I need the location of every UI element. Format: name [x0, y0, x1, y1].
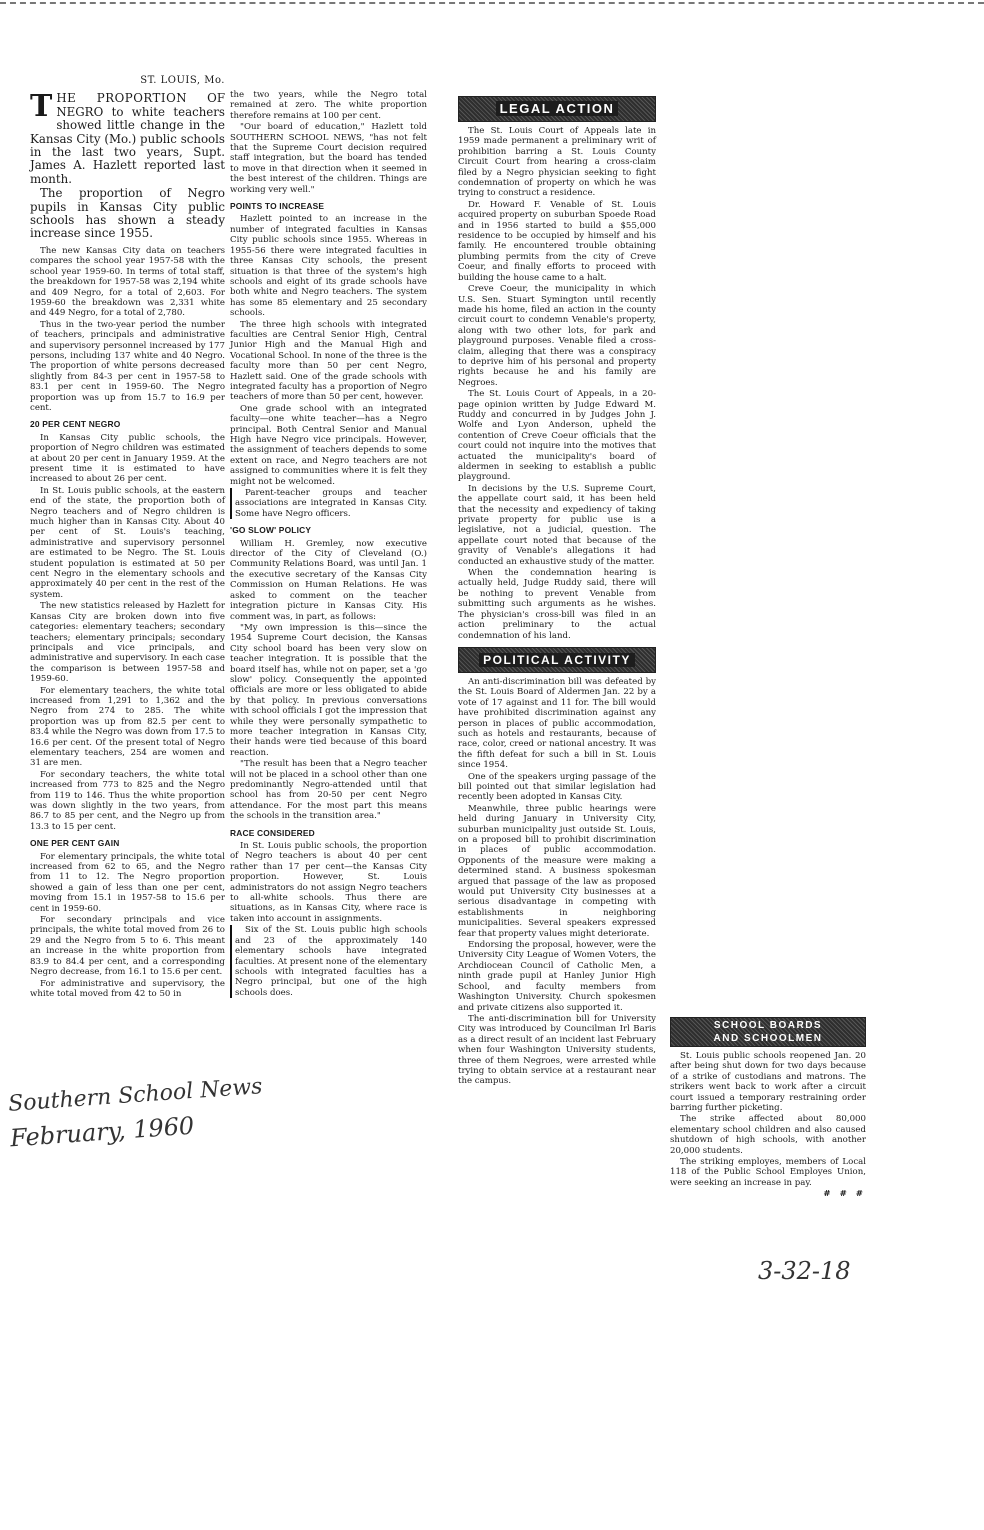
- body-paragraph: In St. Louis public schools, the proportion of Negro teachers is about 40 per cent rather than 17 per cent—the Kansas City proportion. However, St. Louis administrators do not assign Negro teachers to all-white schools. Thus there are situations, as in Kansas City, where race is taken into account in assignments.: [230, 841, 427, 924]
- body-paragraph: For administrative and supervisory, the white total moved from 42 to 50 in: [30, 978, 225, 999]
- article-column-4: [670, 1017, 866, 1200]
- body-paragraph: The anti-discrimination bill for University City was introduced by Councilman Irl Baris as a direct result of an incident last February when four Washington University students, three of them Negroes, were arrested while trying to obtain service at a restaurant near the campus.: [458, 1013, 656, 1087]
- body-paragraph: Thus in the two-year period the number of teachers, principals and administrative and supervisory personnel increased by 177 persons, including 137 white and 40 Negro. The proportion of white persons decreased slightly from 84-3 per cent in 1957-58 to 83.1 per cent in 1959-60. The Negro proportion was up from 15.7 to 16.9 per cent.: [30, 319, 225, 413]
- body-paragraph: Dr. Howard F. Venable of St. Louis acquired property on suburban Spoede Road and in 1956 started to build a $55,000 residence to be occupied by himself and his family. He encountered trouble obtaining plumbing permits from the city of Creve Coeur, and finally efforts to proceed with building the house came to a halt.: [458, 199, 656, 283]
- body-paragraph: For secondary teachers, the white total increased from 773 to 825 and the Negro from 119 to 146. Thus the white proportion was down slightly in the two years, from 86.7 to 85 per cent, and the Negro up from 13.3 to 15 per cent.: [30, 769, 225, 832]
- handwritten-page-ref: 3-32-18: [758, 1257, 851, 1285]
- body-paragraph: The St. Louis Court of Appeals, in a 20-page opinion written by Judge Edward M. Ruddy and concurred in by Judges John J. Wolfe and Lyon Anderson, upheld the contention of Creve Coeur officials that the court could not inquire into the motives that actuated the municipality's board of aldermen in seeking to establish a public playground.: [458, 389, 656, 483]
- subhead-points-to-increase: POINTS TO INCREASE: [230, 201, 325, 212]
- body-paragraph: The three high schools with integrated faculties are Central Senior High, Central Junior High and the Manual High and Vocational School. In none of the three is the faculty more than 50 per cent Negro, Hazlett said. One of the grade schools with integrated faculty has a proportion of Negro teachers of more than 50 per cent, however.: [230, 319, 427, 403]
- article-column-1: [30, 76, 225, 1000]
- body-paragraph: The striking employes, members of Local 118 of the Public School Employes Union, were seeking an increase in pay.: [670, 1157, 866, 1188]
- drop-cap: T: [30, 89, 53, 125]
- body-paragraph: An anti-discrimination bill was defeated by the St. Louis Board of Aldermen Jan. 22 by a vote of 17 against and 11 for. The bill would have prohibited discrimination against any person in places of public accommodation, such as hotels and restaurants, because of race, color, creed or national ancestry. It was the fifth defeat for such a bill in St. Louis since 1954.: [458, 676, 656, 771]
- page-top-rule: [0, 2, 984, 4]
- legal-action-title: LEGAL ACTION: [496, 101, 619, 116]
- body-paragraph: One of the speakers urging passage of the bill pointed out that similar legislation had recently been adopted in Kansas City.: [458, 771, 656, 803]
- body-paragraph: the two years, while the Negro total remained at zero. The white proportion therefore remains at 100 per cent.: [230, 90, 427, 121]
- marked-paragraph: Parent-teacher groups and teacher associations are integrated in Kansas City. Some have Negro officers.: [230, 488, 427, 519]
- body-paragraph: Hazlett pointed to an increase in the number of integrated faculties in Kansas City public schools since 1955. Whereas in 1955-56 there were integrated faculties in three Kansas City schools, the present situation is that three of the system's high schools and eight of its grade schools have both white and Negro teachers. The system has some 85 elementary and 25 secondary schools.: [230, 214, 427, 319]
- lead-paragraph-2: The proportion of Negro pupils in Kansas City public schools has shown a steady increase since 1955.: [30, 186, 225, 241]
- lead-paragraph: [30, 89, 226, 186]
- body-paragraph: For elementary principals, the white total increased from 62 to 65, and the Negro from 11 to 12. The Negro proportion showed a gain of less than one per cent, moving from 15.1 in 1957-58 to 15.6 per cent in 1959-60.: [30, 851, 225, 914]
- body-paragraph: For secondary principals and vice principals, the white total moved from 26 to 29 and the Negro from 5 to 6. This meant an increase in the white proportion from 83.9 to 84.4 per cent, and a corresponding Negro decrease, from 16.1 to 15.6 per cent.: [30, 915, 225, 978]
- body-paragraph: In Kansas City public schools, the proportion of Negro children was estimated at about 20 per cent in January 1959. At the present time it is estimated to have increased to about 26 per cent.: [30, 432, 225, 485]
- political-activity-title: POLITICAL ACTIVITY: [479, 653, 635, 667]
- body-paragraph: When the condemnation hearing is actually held, Judge Ruddy said, there will be nothing to prevent Venable from submitting such arguments as he wishes. The physician's cross-bill was filed in an action preliminary to the actual condemnation of his land.: [458, 568, 656, 641]
- handwritten-date: February, 1960: [9, 1111, 196, 1153]
- subhead-20-per-cent-negro: 20 PER CENT NEGRO: [30, 419, 121, 430]
- end-mark: # # #: [823, 1189, 866, 1200]
- lead-smallcaps: HE PROPORTION: [56, 91, 188, 106]
- body-paragraph: In decisions by the U.S. Supreme Court, the appellate court said, it has been held that the necessity and expediency of taking private property for public use is a legislative, not a judicial, question. The appellate court noted that because of the gravity of Venable's allegations it had conducted an exhaustive study of the matter.: [458, 483, 656, 567]
- body-paragraph: "Our board of education," Hazlett told SOUTHERN SCHOOL NEWS, "has not felt that the Supreme Court decision required staff integration, but the board has tended to move in that direction when it seemed in the best interest of the children. Things are working very well.": [230, 122, 427, 195]
- body-paragraph: Meanwhile, three public hearings were held during January in University City, suburban municipality just outside St. Louis, on a proposed bill to prohibit discrimination in places of public accommodation. Opponents of the measure were making a determined stand. A business spokesman argued that passage of the law as proposed would put University City businesses at a serious disadvantage in competing with establishments in neighboring municipalities. Several speakers expressed fear that property values might deteriorate.: [458, 803, 656, 939]
- body-paragraph: "The result has been that a Negro teacher will not be placed in a school other than one predominantly Negro-attended until that school has from 20-50 per cent Negro attendance. For the most part this means the schools in the transition area.": [230, 759, 427, 822]
- school-boards-title-line2: AND SCHOOLMEN: [713, 1033, 823, 1044]
- political-activity-banner: [458, 647, 656, 673]
- body-paragraph: The strike affected about 80,000 elementary school children and also caused shutdown of high schools, with another 20,000 students.: [670, 1114, 866, 1156]
- body-paragraph: One grade school with an integrated faculty—one white teacher—has a Negro principal. Both Central Senior and Manual High have Negro vice principals. However, the assignment of teachers depends to some extent on race, and Negro teachers are not assigned to communities where it is felt they might not be welcomed.: [230, 403, 427, 487]
- body-paragraph: The new Kansas City data on teachers compares the school year 1957-58 with the school year 1959-60. In terms of total staff, the breakdown for 1957-58 was 2,194 white and 409 Negro, for a total of 2,603. For 1959-60 the breakdown was 2,331 white and 449 Negro, for a total of 2,780.: [30, 245, 225, 319]
- school-boards-title-line1: SCHOOL BOARDS: [713, 1020, 823, 1031]
- body-paragraph: The new statistics released by Hazlett for Kansas City are broken down into five categories: elementary teachers; secondary teachers; elementary principals; secondary principals and vice principals, and administrative and supervisory. In each case the comparison is between 1957-58 and 1959-60.: [30, 601, 225, 685]
- legal-action-banner: [458, 96, 656, 122]
- body-paragraph: William H. Gremley, now executive director of the City of Cleveland (O.) Community Relations Board, was until Jan. 1 the executive secretary of the Kansas City Commission on Human Relations. He was asked to comment on the teacher integration picture in Kansas City. His comment was, in part, as follows:: [230, 538, 427, 622]
- body-paragraph: In St. Louis public schools, at the eastern end of the state, the proportion both of Negro teachers and of Negro children is much higher than in Kansas City. About 40 per cent of St. Louis's teaching, administrative and supervisory personnel are estimated to be Negro. The St. Louis student population is estimated at 50 per cent Negro in the elementary schools and approximately 40 per cent in the rest of the system.: [30, 485, 225, 600]
- subhead-go-slow-policy: 'GO SLOW' POLICY: [230, 525, 312, 536]
- article-column-2: [230, 90, 427, 999]
- body-paragraph: Creve Coeur, the municipality in which U.S. Sen. Stuart Symington until recently made his home, filed an action in the county circuit court to condemn Venable's property, along with two other lots, for park and playground purposes. Venable filed a cross-claim, alleging that there was a conspiracy to deprive him of his personal and property rights because he and his family are Negroes.: [458, 284, 656, 388]
- body-paragraph: "My own impression is this—since the 1954 Supreme Court decision, the Kansas City school board has been very slow on teacher integration. It is possible that the board itself has, while not on paper, set a 'go slow' policy. Consequently the appointed officials are more or less obligated to abide by that policy. In previous conversations with school officials I got the impression that while they were personally sympathetic to more teacher integration in Kansas City, their hands were tied because of this board reaction.: [230, 622, 427, 758]
- article-column-3: [458, 96, 656, 1088]
- school-boards-banner: [670, 1017, 866, 1047]
- body-paragraph: St. Louis public schools reopened Jan. 20 after being shut down for two days because of a strike of custodians and matrons. The strikers went back to work after a circuit court issued a temporary restraining order barring further picketing.: [670, 1051, 866, 1114]
- subhead-one-per-cent-gain: ONE PER CENT GAIN: [30, 838, 120, 849]
- marked-paragraph: Six of the St. Louis public high schools and 23 of the approximately 140 elementary schools have integrated faculties. At present none of the elementary schools with integrated faculties has a Negro principal, but one of the high schools does.: [230, 925, 427, 998]
- lead-text: OF NEGRO to white teachers showed little change in the Kansas City (Mo.) public schools in the last two years, Supt. James A. Hazlett reported last month.: [30, 91, 226, 186]
- body-paragraph: Endorsing the proposal, however, were the University City League of Women Voters, the Archdiocean Council of Catholic Men, a ninth grade pupil at Hanley Junior High School, and faculty members from Washington University. Church spokesmen and private citizens also supported it.: [458, 940, 656, 1013]
- body-paragraph: For elementary teachers, the white total increased from 1,291 to 1,362 and the Negro from 274 to 285. The white proportion was up from 82.5 per cent to 83.4 while the Negro was down from 17.5 to 16.6 per cent. Of the present total of Negro elementary teachers, 254 are women and 31 are men.: [30, 685, 225, 769]
- handwritten-source: Southern School News: [7, 1074, 264, 1117]
- dateline: ST. LOUIS, Mo.: [140, 75, 225, 86]
- body-paragraph: The St. Louis Court of Appeals late in 1959 made permanent a preliminary writ of prohibition barring a St. Louis County Circuit Court from hearing a cross-claim filed by a Negro physician seeking to fight condemnation of property on which he was trying to construct a residence.: [458, 126, 656, 199]
- subhead-race-considered: RACE CONSIDERED: [230, 827, 315, 838]
